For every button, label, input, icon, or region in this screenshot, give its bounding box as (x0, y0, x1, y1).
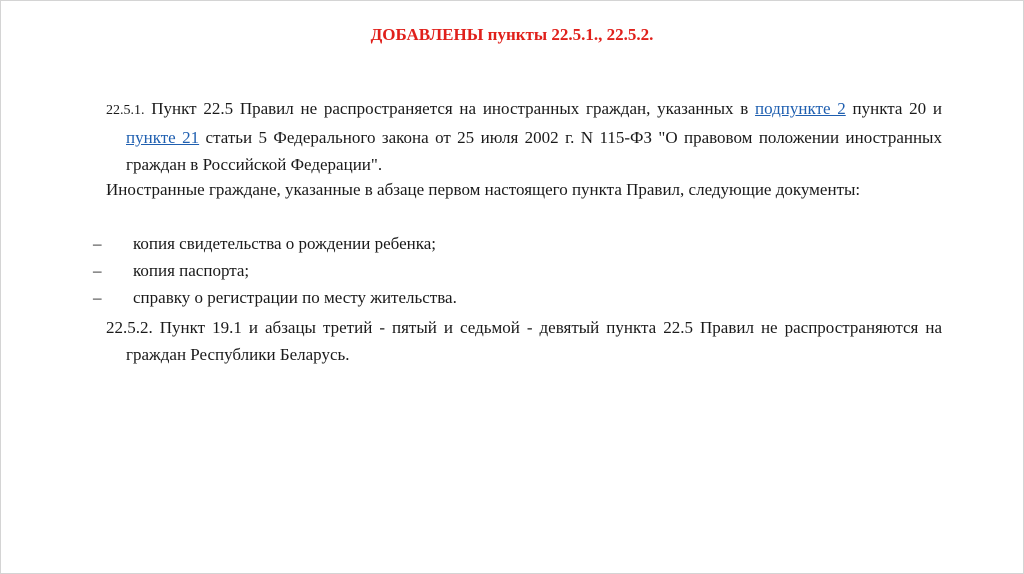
list-item-text: копия свидетельства о рождении ребенка; (133, 234, 437, 253)
paragraph-text: статьи 5 Федерального закона от 25 июля 2002 г. N 115-ФЗ "О правовом положении иностранных граждан в Российской Федерации". (126, 128, 942, 174)
list-item-text: копия паспорта; (133, 261, 250, 280)
dash-marker: – (93, 234, 102, 253)
dash-marker: – (93, 261, 102, 280)
paragraph-text: Пункт 22.5 Правил не распространяется на иностранных граждан, указанных в (144, 99, 756, 118)
paragraph-foreign-citizens: Иностранные граждане, указанные в абзаце первом настоящего пункта Правил, следующие документы: (106, 180, 861, 199)
list-item (93, 284, 923, 311)
paragraph-22-5-2: 22.5.2. Пункт 19.1 и абзацы третий - пятый и седьмой - девятый пункта 22.5 Правил не распространяются на граждан Республики Беларусь. (106, 318, 942, 364)
paragraph-22-5-1 (106, 95, 942, 178)
link-paragraph-21[interactable]: пункте 21 (126, 128, 200, 147)
clause-number: 22.5.1. (106, 103, 145, 118)
list-item (93, 230, 923, 257)
link-subparagraph-2[interactable]: подпункте 2 (755, 99, 846, 118)
dash-marker: – (93, 288, 102, 307)
page-title: ДОБАВЛЕНЫ пункты 22.5.1., 22.5.2. (370, 25, 654, 44)
list-item (93, 257, 923, 284)
list-item-text: справку о регистрации по месту жительства. (133, 288, 457, 307)
paragraph-text: пункта 20 и (845, 99, 942, 118)
